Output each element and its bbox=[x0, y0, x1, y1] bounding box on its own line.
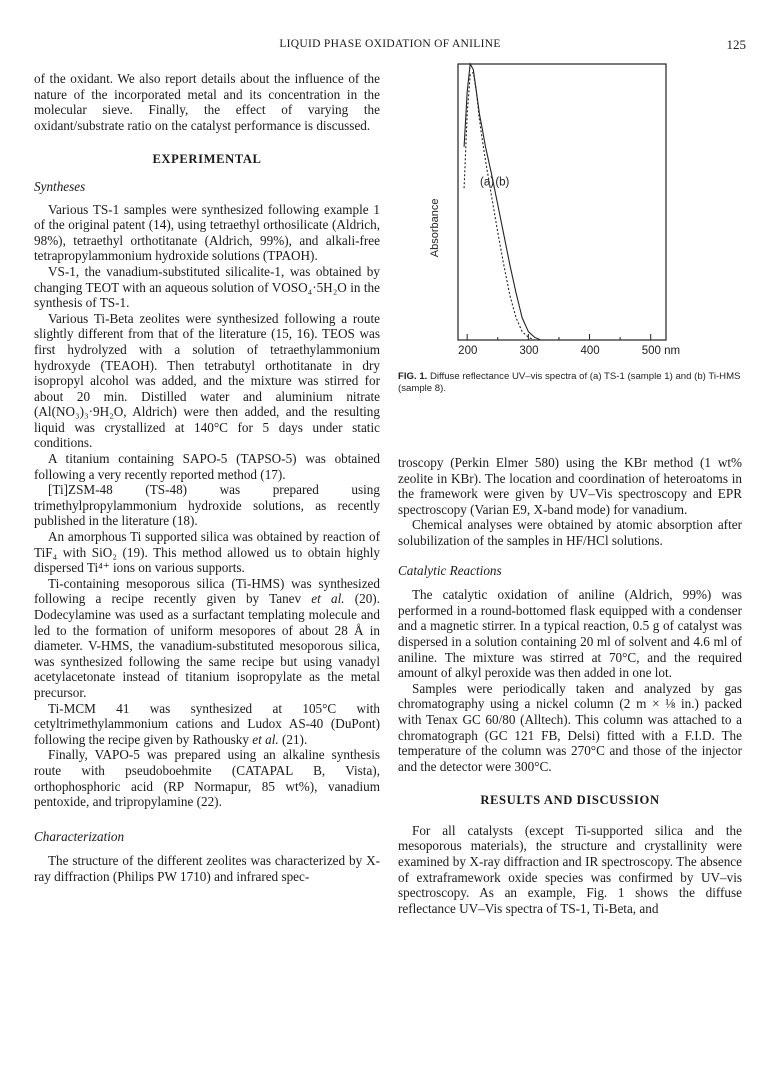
uv-vis-chart bbox=[398, 58, 742, 358]
x-tick-label-0: 200 bbox=[458, 345, 478, 357]
caption-label: FIG. 1. bbox=[398, 371, 428, 382]
figure-1 bbox=[398, 58, 742, 398]
right-column bbox=[398, 455, 742, 916]
paragraph-characterization: The structure of the different zeolites was characterized by X-ray diffraction (Philips PW 1710) and infrared spec- bbox=[34, 853, 380, 884]
paragraph-vapo5: Finally, VAPO-5 was prepared using an alkaline synthesis route with pseudoboehmite (CATAPAL B, Vista), orthophosphoric acid (RP Normapur, 85 wt%), vanadium pentoxide, and tripropylamine (22). bbox=[34, 747, 380, 810]
paragraph-ti-hms bbox=[34, 576, 380, 701]
ti-hms-text-a: Ti-containing mesoporous silica (Ti-HMS) was synthesized following a recipe recently given by Tanev bbox=[34, 575, 380, 607]
catalytic-heading: Catalytic Reactions bbox=[398, 562, 502, 578]
paragraph-ts1: Various TS-1 samples were synthesized following example 1 of the original patent (14), using tetraethyl orthosilicate (Aldrich, 98%), tetraethyl orthotitanate (Aldrich, 99%), and alkali-free tetrapropylammonium hydroxide solutions (TPAOH). bbox=[34, 201, 380, 264]
ti-mcm41-text-b: (21). bbox=[278, 731, 308, 747]
paragraph-chemical-analyses: Chemical analyses were obtained by atomic absorption after solubilization of the samples in HF/HCl solutions. bbox=[398, 517, 742, 548]
ti-mcm41-etal: et al. bbox=[252, 731, 279, 747]
caption-text: Diffuse reflectance UV–vis spectra of (a) TS-1 (sample 1) and (b) Ti-HMS (sample 8). bbox=[398, 371, 741, 394]
x-tick-label-3: 500 nm bbox=[641, 345, 681, 357]
ti-hms-text-b: (20). Dodecylamine was used as a surfactant templating molecule and led to the formation of uniform mesopores of about 28 Å in diameter. V-HMS, the vanadium-substituted mesoporous silica, was synthesized following the same recipe but using vanadyl acetylacetonate instead of titanium isopropylate as the metal precursor. bbox=[34, 591, 380, 700]
paragraph-catalytic: The catalytic oxidation of aniline (Aldrich, 99%) was performed in a round-bottomed flask equipped with a condenser and a magnetic stirrer. In a typical reaction, 0.5 g of catalyst was dispersed in a solution containing 20 ml of solvent and 4.6 ml of aniline. The mixture was stirred at 70°C, and the required amount of alkyl peroxide was then added in one lot. bbox=[398, 587, 742, 681]
y-axis-label: Absorbance bbox=[429, 198, 441, 258]
x-tick-label-2: 400 bbox=[580, 345, 600, 357]
left-column bbox=[34, 71, 380, 885]
paragraph-ti-beta: Various Ti-Beta zeolites were synthesized following a route slightly different from that of the literature (15, 16). TEOS was first hydrolyzed with a solution of tetraethylammonium hydroxyde (TEAOH). Then tetrabutyl orthotitanate in dry isopropyl alcohol was added, and the mixture was stirred for about 20 min. Distilled water and aluminium nitrate (Al(NO₃)₃·9H₂O, Aldrich) were then added, and the resulting liquid was crystallized at 140°C for 5 days under static conditions. bbox=[34, 310, 380, 451]
paragraph-gc: Samples were periodically taken and analyzed by gas chromatography using a nickel column (2 m × ⅛ in.) packed with Tenax GC 60/80 (Alltech). This column was attached to a chromatograph (GC 121 FB, Delsi) fitted with a F.I.D. The temperature of the column was 270°C and those of the injector and the detector were 300°C. bbox=[398, 680, 742, 774]
x-tick-label-1: 300 bbox=[519, 345, 539, 357]
paragraph-ti-silica: An amorphous Ti supported silica was obtained by reaction of TiF₄ with SiO₂ (19). This method allowed us to obtain highly dispersed Ti⁴⁺ ions on various supports. bbox=[34, 529, 380, 576]
figure-caption bbox=[398, 371, 744, 395]
intro-paragraph: of the oxidant. We also report details about the influence of the nature of the incorporated metal and its concentration in the molecular sieve. Finally, the effect of varying the oxidant/substrate ratio on the catalyst performance is discussed. bbox=[34, 71, 380, 133]
paragraph-tapso5: A titanium containing SAPO-5 (TAPSO-5) was obtained following a very recently reported method (17). bbox=[34, 451, 380, 482]
running-title: LIQUID PHASE OXIDATION OF ANILINE bbox=[279, 38, 501, 50]
paragraph-ts48: [Ti]ZSM-48 (TS-48) was prepared using trimethylpropylammonium hydroxide solutions, as recently published in the literature (18). bbox=[34, 482, 380, 529]
paragraph-results: For all catalysts (except Ti-supported silica and the mesoporous materials), the structure and crystallinity were examined by X-ray diffraction and IR spectroscopy. The absence of extraframework oxide species was confirmed by UV–vis spectroscopy. As an example, Fig. 1 shows the diffuse reflectance UV–Vis spectra of TS-1, Ti-Beta, and bbox=[398, 822, 742, 916]
page-number: 125 bbox=[726, 37, 746, 52]
syntheses-heading: Syntheses bbox=[34, 178, 86, 194]
paragraph-ti-mcm41 bbox=[34, 701, 380, 748]
running-head bbox=[0, 38, 780, 56]
experimental-heading: EXPERIMENTAL bbox=[152, 152, 262, 167]
paragraph-ir: troscopy (Perkin Elmer 580) using the KBr method (1 wt% zeolite in KBr). The location and coordination of heteroatoms in the framework were given by UV–Vis spectroscopy and EPR spectroscopy (Varian E9, X-band mode) for vanadium. bbox=[398, 455, 742, 517]
characterization-heading: Characterization bbox=[34, 828, 125, 844]
series-a-line bbox=[464, 72, 534, 340]
series-a-label: (a) bbox=[480, 176, 495, 189]
series-b-label: (b) bbox=[495, 176, 510, 189]
plot-frame bbox=[458, 64, 666, 340]
results-heading: RESULTS AND DISCUSSION bbox=[480, 793, 660, 808]
ti-hms-etal: et al. bbox=[311, 591, 345, 607]
ti-mcm41-text-a: Ti-MCM 41 was synthesized at 105°C with cetyltrimethylammonium cations and Ludox AS-40 (DuPont) following the recipe given by Rathousky bbox=[34, 700, 380, 747]
paragraph-vs1: VS-1, the vanadium-substituted silicalite-1, was obtained by changing TEOT with an aqueous solution of VOSO₄·5H₂O in the synthesis of TS-1. bbox=[34, 263, 380, 311]
series-b-line bbox=[464, 64, 540, 340]
